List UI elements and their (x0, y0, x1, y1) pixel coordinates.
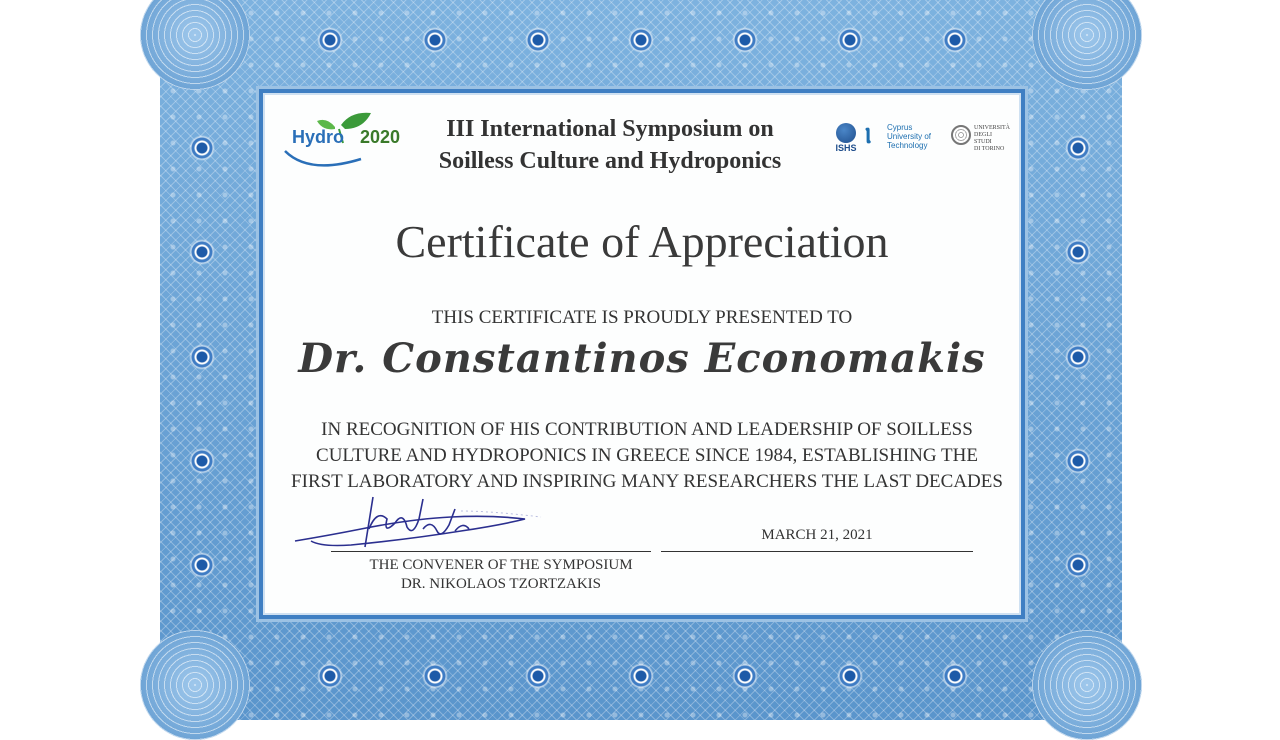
signature-block (291, 487, 631, 597)
presented-to-text: THIS CERTIFICATE IS PROUDLY PRESENTED TO (431, 307, 853, 328)
certificate-paper (263, 93, 1021, 615)
cut-label-line1: Cyprus (887, 123, 913, 132)
unito-label-line3: DI TORINO (974, 146, 1005, 152)
corner-ornament (1032, 630, 1142, 740)
rosette-ornament (732, 663, 758, 689)
rosette-ornament (1065, 239, 1091, 265)
rosette-ornament (837, 663, 863, 689)
rosette-ornament (317, 663, 343, 689)
ishs-label: ISHS (835, 143, 857, 153)
signature-mark (291, 489, 551, 555)
seal-icon (951, 125, 971, 145)
rosette-ornament (525, 27, 551, 53)
ishs-logo (829, 123, 863, 153)
certificate-title: Certificate of Appreciation (395, 216, 889, 267)
rosette-ornament (1065, 448, 1091, 474)
certificate-date: MARCH 21, 2021 (761, 527, 873, 543)
rosette-ornament (1065, 344, 1091, 370)
rosette-ornament (317, 27, 343, 53)
cut-label (887, 123, 957, 150)
unito-label-line2: DEGLI STUDI (974, 132, 992, 145)
rosette-ornament (1065, 552, 1091, 578)
rosette-ornament (1065, 135, 1091, 161)
rosette-ornament (189, 552, 215, 578)
rosette-ornament (422, 663, 448, 689)
convener-name: DR. NIKOLAOS TZORTZAKIS (400, 576, 602, 592)
recognition-line2: CULTURE AND HYDROPONICS IN GREECE SINCE 1984, ESTABLISHING THE (316, 445, 978, 466)
symposium-title (395, 113, 825, 177)
logo-word: Hydro (292, 127, 345, 147)
globe-icon (836, 123, 856, 143)
symposium-title-line1: III International Symposium on (446, 116, 774, 142)
recipient-name: Dr. Constantinos Economakis (298, 335, 986, 382)
unito-label (974, 125, 1010, 153)
unito-label-line1: UNIVERSITÀ (974, 125, 1010, 131)
date-line (661, 551, 973, 552)
rosette-ornament (732, 27, 758, 53)
rosette-ornament (942, 27, 968, 53)
corner-ornament (1032, 0, 1142, 90)
symposium-title-line2: Soilless Culture and Hydroponics (438, 148, 782, 174)
partner-logos (829, 123, 1009, 163)
rosette-ornament (628, 27, 654, 53)
rosette-ornament (942, 663, 968, 689)
certificate-border (160, 0, 1122, 720)
recognition-line1: IN RECOGNITION OF HIS CONTRIBUTION AND LEADERSHIP OF SOILLESS (321, 419, 973, 440)
cut-label-line2: University of (887, 132, 932, 141)
recognition-text (275, 417, 1019, 495)
corner-ornament (140, 630, 250, 740)
logo-year: 2020 (360, 127, 401, 147)
hydro-2020-logo (279, 109, 409, 175)
recognition-line3: FIRST LABORATORY AND INSPIRING MANY RESEARCHERS THE LAST DECADES (291, 471, 1003, 492)
rosette-ornament (189, 344, 215, 370)
cut-mark-icon: Ⲓ (865, 123, 872, 148)
convener-title: THE CONVENER OF THE SYMPOSIUM (369, 557, 633, 573)
signature-line (331, 551, 651, 552)
corner-ornament (140, 0, 250, 90)
rosette-ornament (189, 239, 215, 265)
rosette-ornament (628, 663, 654, 689)
rosette-ornament (837, 27, 863, 53)
cut-label-line3: Technology (887, 141, 928, 150)
rosette-ornament (189, 448, 215, 474)
rosette-ornament (525, 663, 551, 689)
rosette-ornament (422, 27, 448, 53)
rosette-ornament (189, 135, 215, 161)
inner-frame (256, 86, 1028, 622)
